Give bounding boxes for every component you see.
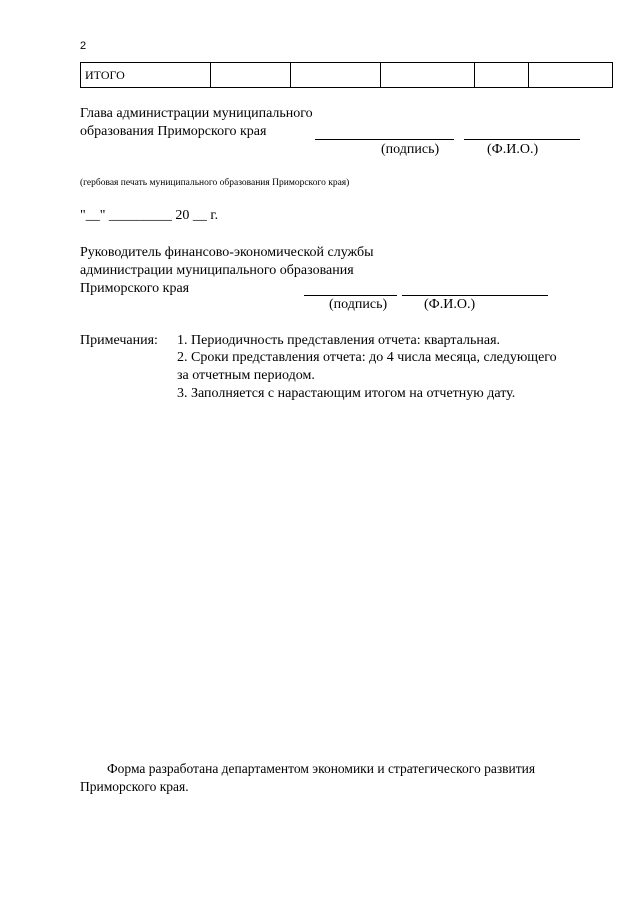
total-label-cell: ИТОГО xyxy=(81,63,211,88)
table-cell xyxy=(475,63,529,88)
note-item-3: 3. Заполняется с нарастающим итогом на отчетную дату. xyxy=(177,386,516,401)
note-item-2-line1: 2. Сроки представления отчета: до 4 числа месяца, следующего xyxy=(177,350,557,365)
head-name-caption: (Ф.И.О.) xyxy=(487,142,539,157)
total-table xyxy=(80,62,613,88)
finance-title-line3: Приморского края xyxy=(80,281,190,296)
note-item-2-line2: за отчетным периодом. xyxy=(177,368,315,383)
table-cell xyxy=(291,63,381,88)
head-title-line1: Глава администрации муниципального xyxy=(80,106,313,121)
finance-name-line xyxy=(402,295,548,296)
footer-line2: Приморского края. xyxy=(80,779,189,794)
finance-title-line1: Руководитель финансово-экономической службы xyxy=(80,245,374,260)
note-item-1: 1. Периодичность представления отчета: квартальная. xyxy=(177,333,501,348)
head-signature-line xyxy=(315,139,454,140)
head-title-line2: образования Приморского края xyxy=(80,124,267,139)
head-signature-caption: (подпись) xyxy=(381,142,440,157)
date-line: "__" _________ 20 __ г. xyxy=(80,208,219,223)
table-row xyxy=(81,63,613,88)
seal-note: (гербовая печать муниципального образования Приморского края) xyxy=(80,178,350,188)
table-cell xyxy=(211,63,291,88)
finance-signature-line xyxy=(304,295,397,296)
finance-name-caption: (Ф.И.О.) xyxy=(424,297,476,312)
notes-label: Примечания: xyxy=(80,333,158,348)
page-number: 2 xyxy=(80,40,87,52)
finance-signature-caption: (подпись) xyxy=(329,297,388,312)
head-name-line xyxy=(464,139,580,140)
table-cell xyxy=(381,63,475,88)
table-cell xyxy=(529,63,613,88)
footer-line1: Форма разработана департаментом экономики и стратегического развития xyxy=(107,761,536,776)
finance-title-line2: администрации муниципального образования xyxy=(80,263,354,278)
